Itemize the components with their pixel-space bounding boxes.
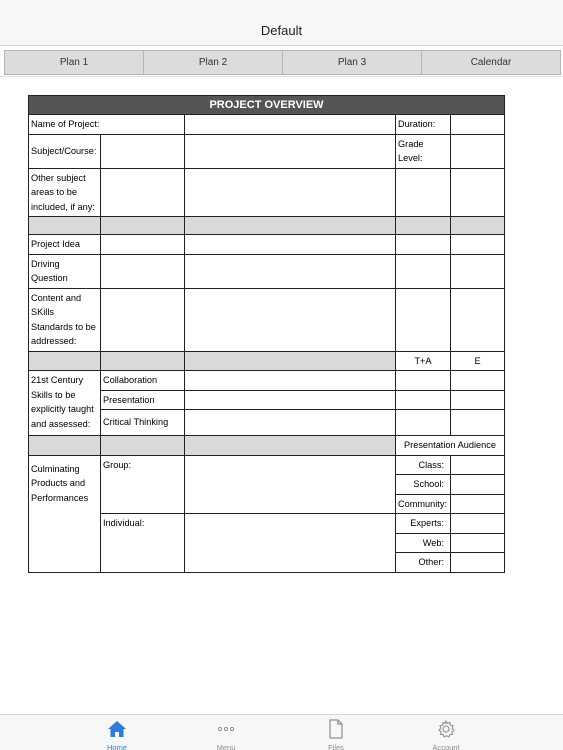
content-line-2: SKills (31, 307, 54, 317)
field-content-d[interactable] (451, 288, 505, 351)
label-experts: Experts: (396, 514, 451, 534)
form-title: PROJECT OVERVIEW (29, 96, 505, 115)
label-community: Community: (396, 494, 451, 514)
tab-files-label: Files (328, 743, 344, 750)
label-presentation-audience: Presentation Audience (396, 436, 505, 456)
field-project-idea-c[interactable] (396, 235, 451, 255)
label-other-subject-areas (29, 168, 101, 217)
label-individual: Individual: (101, 514, 185, 573)
field-community[interactable] (451, 494, 505, 514)
century-line-2: Skills to be (31, 389, 76, 400)
label-school: School: (396, 475, 451, 495)
century-line-4: and assessed: (31, 418, 91, 429)
other-subject-line-2: areas to be (31, 187, 77, 197)
tab-plan-2[interactable]: Plan 2 (143, 50, 283, 75)
field-experts[interactable] (451, 514, 505, 534)
tab-menu-label: Menu (216, 743, 236, 750)
label-name-of-project: Name of Project: (29, 115, 185, 135)
tab-home-label: Home (106, 743, 127, 750)
label-collaboration: Collaboration (101, 371, 185, 391)
label-culminating-products (29, 455, 101, 572)
culminating-line-3: Performances (31, 492, 89, 503)
field-critical-thinking-e[interactable] (451, 410, 505, 436)
label-web: Web: (396, 533, 451, 553)
label-e: E (451, 351, 505, 371)
gray-cell (101, 351, 185, 371)
content-line-4: addressed: (31, 336, 77, 346)
field-driving-question-b[interactable] (185, 254, 396, 288)
tab-files[interactable] (306, 718, 366, 750)
field-duration[interactable] (451, 115, 505, 135)
gray-cell (29, 436, 101, 456)
other-subject-line-3: included, if any: (31, 201, 95, 212)
gray-cell (185, 217, 396, 235)
gray-cell (185, 351, 396, 371)
culminating-line-1: Culminating (31, 463, 80, 474)
gray-cell (101, 217, 185, 235)
gray-cell (29, 351, 101, 371)
project-overview-document (28, 95, 504, 573)
gray-cell (396, 217, 451, 235)
tab-plan-1[interactable]: Plan 1 (4, 50, 144, 75)
home-icon (87, 718, 147, 740)
field-name-of-project[interactable] (185, 115, 396, 135)
field-content-c[interactable] (396, 288, 451, 351)
field-other[interactable] (451, 553, 505, 573)
field-subject-course-b[interactable] (185, 134, 396, 168)
label-project-idea: Project Idea (29, 235, 101, 255)
driving-line-1: Driving (31, 258, 60, 269)
gray-cell (451, 217, 505, 235)
field-project-idea-d[interactable] (451, 235, 505, 255)
label-critical-thinking: Critical Thinking (101, 410, 185, 436)
century-line-1: 21st Century (31, 375, 84, 385)
file-icon (306, 718, 366, 740)
field-other-subject-c[interactable] (396, 168, 451, 217)
field-collaboration[interactable] (185, 371, 396, 391)
label-21st-century-skills (29, 371, 101, 436)
gray-cell (185, 436, 396, 456)
field-web[interactable] (451, 533, 505, 553)
field-subject-course-a[interactable] (101, 134, 185, 168)
content-line-3: Standards to be (31, 321, 96, 332)
content-line-1: Content and (31, 292, 82, 303)
culminating-line-2: Products and (31, 478, 86, 488)
field-class[interactable] (451, 455, 505, 475)
label-t-plus-a: T+A (396, 351, 451, 371)
divider (0, 76, 563, 77)
field-content-b[interactable] (185, 288, 396, 351)
tab-bar (0, 714, 563, 750)
field-grade-level[interactable] (451, 134, 505, 168)
tab-account[interactable] (416, 718, 476, 750)
other-subject-line-1: Other subject (31, 172, 86, 183)
century-line-3: explicitly taught (31, 404, 94, 414)
field-collaboration-ta[interactable] (396, 371, 451, 391)
field-presentation[interactable] (185, 390, 396, 410)
label-content-standards (29, 288, 101, 351)
field-critical-thinking-ta[interactable] (396, 410, 451, 436)
label-group: Group: (101, 455, 185, 514)
field-other-subject-a[interactable] (101, 168, 185, 217)
field-driving-question-c[interactable] (396, 254, 451, 288)
label-other: Other: (396, 553, 451, 573)
project-overview-table (28, 95, 505, 573)
more-icon (196, 718, 256, 740)
label-presentation: Presentation (101, 390, 185, 410)
field-project-idea-a[interactable] (101, 235, 185, 255)
field-collaboration-e[interactable] (451, 371, 505, 391)
field-project-idea-b[interactable] (185, 235, 396, 255)
label-duration: Duration: (396, 115, 451, 135)
field-individual[interactable] (185, 514, 396, 573)
tab-calendar[interactable]: Calendar (421, 50, 561, 75)
tab-home[interactable] (87, 718, 147, 750)
field-presentation-ta[interactable] (396, 390, 451, 410)
field-critical-thinking[interactable] (185, 410, 396, 436)
page-title: Default (260, 23, 303, 38)
gear-icon (416, 718, 476, 740)
gray-cell (101, 436, 185, 456)
field-group[interactable] (185, 455, 396, 514)
field-content-a[interactable] (101, 288, 185, 351)
field-presentation-e[interactable] (451, 390, 505, 410)
field-school[interactable] (451, 475, 505, 495)
field-driving-question-a[interactable] (101, 254, 185, 288)
tab-plan-3[interactable]: Plan 3 (282, 50, 422, 75)
label-driving-question (29, 254, 101, 288)
navigation-bar (0, 0, 563, 46)
field-other-subject-d[interactable] (451, 168, 505, 217)
field-driving-question-d[interactable] (451, 254, 505, 288)
grade-level-line-2: Level: (398, 153, 423, 163)
tab-menu[interactable] (196, 718, 256, 750)
gray-cell (29, 217, 101, 235)
label-subject-course: Subject/Course: (29, 134, 101, 168)
segmented-tabs (4, 50, 560, 75)
label-grade-level (396, 134, 451, 168)
grade-level-line-1: Grade (398, 138, 424, 149)
field-other-subject-b[interactable] (185, 168, 396, 217)
label-class: Class: (396, 455, 451, 475)
tab-account-label: Account (432, 743, 460, 750)
driving-line-2: Question (31, 273, 68, 283)
